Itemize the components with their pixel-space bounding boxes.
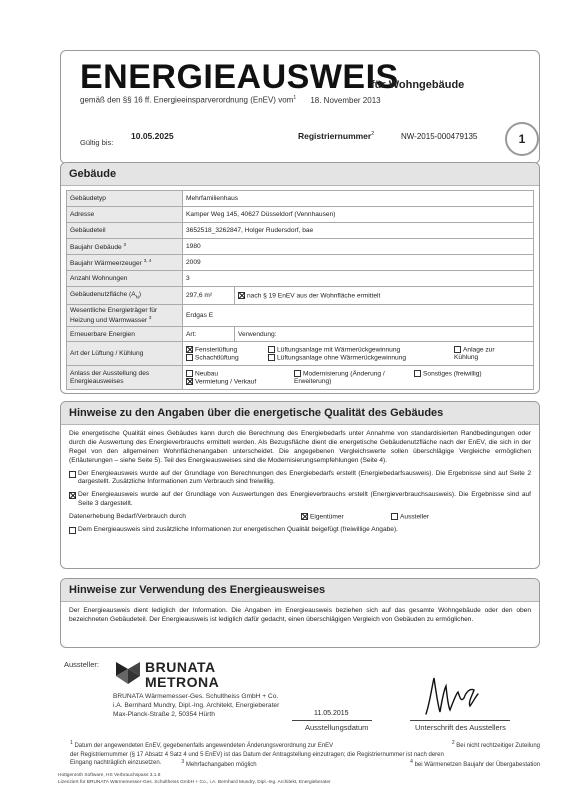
building-heading: Gebäude xyxy=(61,163,539,186)
row-value: 2009 xyxy=(183,255,534,271)
row-value: 1980 xyxy=(183,239,534,255)
area-note: nach § 19 EnEV aus der Wohnfläche ermittelt xyxy=(235,287,534,305)
document-subtitle: für Wohngebäude xyxy=(371,79,465,91)
option-consumption: Der Energieausweis wurde auf der Grundlage von Auswertungen des Energieverbrauchs erstellt (Energieverbrauchsausweis). Die Ergebnisse sind auf Seite 3 dargestellt. xyxy=(69,491,531,509)
checkbox-checked[interactable] xyxy=(301,513,308,520)
renewable-label: Erneuerbare Energien xyxy=(67,327,183,342)
ventilation-label: Art der Lüftung / Kühlung xyxy=(67,342,183,366)
carrier-value: Erdgas E xyxy=(183,305,534,327)
logo-text-brunata: BRUNATA xyxy=(145,659,216,675)
area-value: 297,6 m² xyxy=(183,287,235,305)
building-table xyxy=(66,190,534,390)
logo-text-metrona: METRONA xyxy=(145,674,220,690)
table-row xyxy=(67,271,534,287)
table-row xyxy=(67,366,534,390)
table-row xyxy=(67,327,534,342)
checkbox-checked[interactable] xyxy=(238,292,245,299)
checkbox[interactable] xyxy=(268,354,275,361)
issuer-address: BRUNATA Wärmemesser-Ges. Schultheiss GmbH + Co. i.A. Bernhard Mundry, Dipl.-Ing. Architekt, Energieberater Max-Planck-Straße 2, 50354 Hürth xyxy=(113,693,280,719)
building-panel xyxy=(60,162,540,394)
table-row xyxy=(67,255,534,271)
reason-label: Anlass der Ausstellung des Energieausweises xyxy=(67,366,183,390)
renewable-use: Verwendung: xyxy=(235,327,534,342)
quality-heading: Hinweise zu den Angaben über die energetische Qualität des Gebäudes xyxy=(61,402,539,425)
checkbox[interactable] xyxy=(268,346,275,353)
checkbox[interactable] xyxy=(391,513,398,520)
area-label: Gebäudenutzfläche $(A_N)$ xyxy=(67,287,183,305)
checkbox[interactable] xyxy=(454,346,461,353)
table-row xyxy=(67,191,534,207)
checkbox[interactable] xyxy=(294,370,301,377)
row-label: Anzahl Wohnungen xyxy=(67,271,183,287)
registration-number: NW-2015-000479135 xyxy=(401,132,478,141)
signature-label: Unterschrift des Ausstellers xyxy=(415,723,506,732)
row-label: Gebäudetyp xyxy=(67,191,183,207)
issue-date: 11.05.2015 xyxy=(314,710,349,717)
table-row xyxy=(67,207,534,223)
row-label: Baujahr Gebäude $^3$ xyxy=(67,239,183,255)
table-row xyxy=(67,223,534,239)
row-value: Mehrfamilienhaus xyxy=(183,191,534,207)
checkbox[interactable] xyxy=(69,471,76,478)
renewable-type: Art: xyxy=(183,327,235,342)
usage-text: Der Energieausweis dient lediglich der Information. Die Angaben im Energieausweis beziehen sich auf das gesamte Wohngebäude oder den oben bezeichneten Gebäudeteil. Der Energieausweis ist lediglich dafür gedacht, einen überschlägigen Vergleich von Gebäuden zu ermöglichen. xyxy=(69,607,531,623)
issue-date-label: Ausstellungsdatum xyxy=(305,723,369,732)
row-value: 3652518_3262847, Holger Rudersdorf, bae xyxy=(183,223,534,239)
checkbox[interactable] xyxy=(69,527,76,534)
checkbox-checked[interactable] xyxy=(186,378,193,385)
table-row xyxy=(67,342,534,366)
valid-label: Gültig bis: xyxy=(80,138,114,147)
valid-date: 10.05.2025 xyxy=(131,131,174,141)
page-number-badge: 1 xyxy=(505,122,539,156)
signature-image xyxy=(420,672,484,722)
option-demand: Der Energieausweis wurde auf der Grundlage von Berechnungen des Energiebedarfs erstellt (Energiebedarfsausweis). Die Ergebnisse sind auf Seite 2 dargestellt. Zusätzliche Informationen zum Verbrauch sind freiwillig. xyxy=(69,470,531,488)
reason-options: Neubau Vermietung / Verkauf Modernisierung (Änderung / Erweiterung) Sonstiges (freiwillig) xyxy=(183,366,534,390)
registration-label: Registriernummer$^2$ xyxy=(298,131,374,141)
carrier-label: Wesentliche Energieträger für Heizung und Warmwasser $^3$ xyxy=(67,305,183,327)
table-row xyxy=(67,239,534,255)
brunata-logo-icon xyxy=(114,660,142,686)
regulation-line: gemäß den §§ 16 ff. Energieeinsparverordnung (EnEV) vom$^1$ 18. November 2013 xyxy=(80,95,381,105)
row-value: Kamper Weg 145, 40627 Düsseldorf (Vennhausen) xyxy=(183,207,534,223)
issuer-label: Aussteller: xyxy=(64,660,100,669)
checkbox[interactable] xyxy=(186,354,193,361)
usage-panel xyxy=(60,578,540,648)
checkbox[interactable] xyxy=(414,370,421,377)
row-value: 3 xyxy=(183,271,534,287)
date-line xyxy=(292,720,372,721)
extra-info-row: Dem Energieausweis sind zusätzliche Informationen zur energetischen Qualität beigefügt (freiwillige Angabe). xyxy=(69,526,531,535)
software-note: Hottgenroth Software, HS Verbrauchspass 3.1.8 Lizenziert für BRUNATA Wärmemesser-Ges. Schultheiss GmbH + Co., i.A. Bernhard Mundry, Dipl.-Ing. Architekt, Energieberater xyxy=(58,773,331,786)
table-row xyxy=(67,287,534,305)
ventilation-options: Fensterlüftung Schachtlüftung Lüftungsanlage mit Wärmerückgewinnung Lüftungsanlage ohne Wärmerückgewinnung Anlage zur Kühlung xyxy=(183,342,534,366)
usage-heading: Hinweise zur Verwendung des Energieausweises xyxy=(61,579,539,602)
quality-panel xyxy=(60,401,540,569)
checkbox-checked[interactable] xyxy=(69,492,76,499)
row-label: Adresse xyxy=(67,207,183,223)
footnotes: $^1$ Datum der angewendeten EnEV, gegebenenfalls angewendeten Änderungsverordnung zur EnEV $^2$ Bei nicht rechtzeitiger Zuteilung der Registriernummer (§ 17 Absatz 4 Satz 4 und 5 EnEV) ist das Datum der Antragstellung einzutragen; die Registriernummer ist nach deren Eingang nachträglich einzusetzen. $^3$ Mehrfachangaben möglich $^4$ bei Wärmenetzen Baujahr der Übergabestation xyxy=(70,740,540,769)
document-title: ENERGIEAUSWEIS xyxy=(80,58,399,96)
data-collection-row: Datenerhebung Bedarf/Verbrauch durch Eigentümer Aussteller xyxy=(69,513,429,521)
row-label: Baujahr Wärmeerzeuger $^{3, 4}$ xyxy=(67,255,183,271)
signature-line xyxy=(410,720,510,721)
checkbox-checked[interactable] xyxy=(186,346,193,353)
checkbox[interactable] xyxy=(186,370,193,377)
row-label: Gebäudeteil xyxy=(67,223,183,239)
quality-intro: Die energetische Qualität eines Gebäudes kann durch die Berechnung des Energiebedarfs unter Annahme von standardisierten Randbedingungen oder durch die Auswertung des Energieverbrauchs ermittelt werden. Als Bezugsfläche dient die energetische Gebäudenutzfläche nach der EnEV, die sich in der Regel von den allgemeinen Wohnflächenangaben unterscheidet. Die angegebenen Vergleichswerte sollen überschlägige Vergleiche ermöglichen (Erläuterungen – siehe Seite 5). Teil des Energieausweises sind die Modernisierungsempfehlungen (Seite 4). xyxy=(69,430,531,464)
table-row xyxy=(67,305,534,327)
